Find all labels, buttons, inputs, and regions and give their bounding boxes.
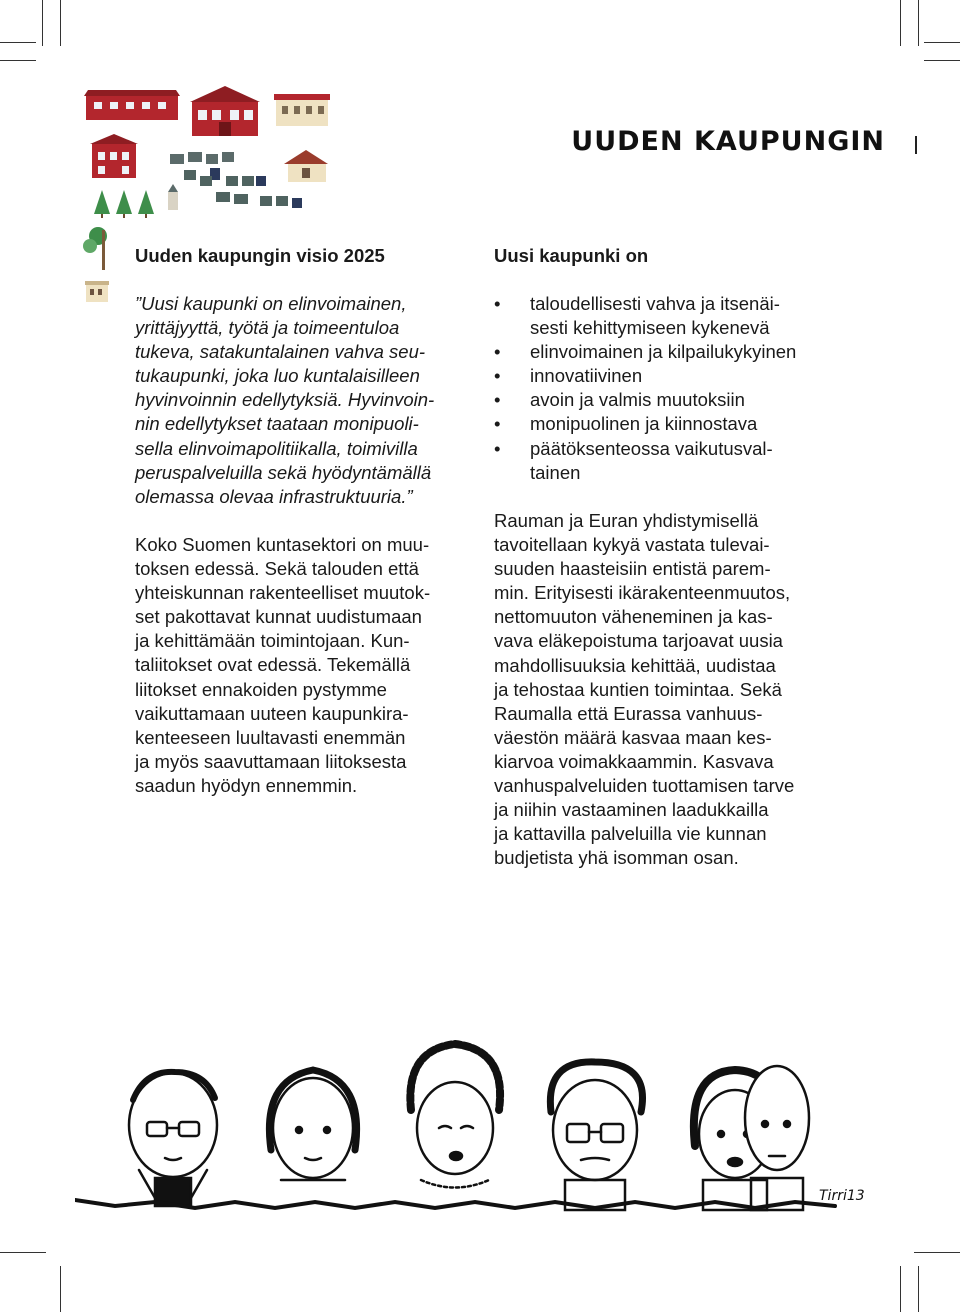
crop-mark-bottom-right-h — [914, 1252, 960, 1253]
quote-line: tukaupunki, joka luo kuntalaisilleen — [135, 365, 420, 387]
body-line: ja niihin vastaaminen laadukkailla — [494, 799, 769, 821]
new-city-heading: Uusi kaupunki on — [494, 245, 649, 266]
body-line: ja kattavilla palveluilla vie kunnan — [494, 823, 767, 845]
list-item-text: elinvoimainen ja kilpailukykyinen — [530, 341, 797, 363]
vision-quote — [135, 292, 434, 509]
body-line: toksen edessä. Sekä talouden että — [135, 558, 419, 580]
new-city-bullet-list — [494, 292, 796, 485]
body-line: saadun hyödyn ennemmin. — [135, 774, 358, 796]
list-item — [494, 412, 796, 436]
quote-line: yrittäjyyttä, työtä ja toimeentuloa — [135, 317, 400, 339]
quote-line: olemassa olevaa infrastruktuuria.” — [135, 485, 413, 507]
crop-mark-top-right-v2 — [918, 0, 919, 46]
body-line: ja myös saavuttamaan liitoksesta — [135, 750, 407, 772]
body-line: mahdollisuuksia kehittää, uudistaa — [494, 654, 776, 676]
crop-mark-bottom-left-h — [0, 1252, 46, 1253]
list-item-text: tainen — [530, 461, 581, 483]
list-item — [494, 388, 796, 412]
crop-mark-bottom-right-v — [900, 1266, 901, 1312]
list-item-text: innovatiivinen — [530, 365, 643, 387]
body-line: suuden haasteisiin entistä parem- — [494, 558, 771, 580]
body-line: yhteiskunnan rakenteelliset muutok- — [135, 582, 431, 604]
body-line: vanhuspalveluiden tuottamisen tarve — [494, 775, 795, 797]
page-title: UUDEN KAUPUNGIN — [571, 126, 885, 157]
body-line: vava eläkepoistuma tarjoavat uusia — [494, 630, 783, 652]
quote-line: tukeva, satakuntalainen vahva seu- — [135, 341, 426, 363]
crop-mark-top-right-h — [924, 42, 960, 43]
bullet-icon: • — [494, 437, 501, 459]
left-body-paragraph — [135, 533, 430, 798]
body-line: taliitokset ovat edessä. Tekemällä — [135, 654, 411, 676]
list-item — [494, 364, 796, 388]
body-line: liitokset ennakoiden pystymme — [135, 678, 387, 700]
list-item — [494, 340, 796, 364]
crop-mark-top-left-v — [42, 0, 43, 46]
body-line: Koko Suomen kuntasektori on muu- — [135, 534, 430, 555]
list-item-text: monipuolinen ja kiinnostava — [530, 413, 758, 435]
people-cartoon-illustration — [75, 1030, 895, 1220]
body-line: tavoitellaan kykyä vastata tulevai- — [494, 534, 770, 556]
crop-mark-top-left-h — [0, 42, 36, 43]
body-line: nettomuuton väheneminen ja kas- — [494, 606, 773, 628]
bullet-icon: • — [494, 341, 501, 363]
body-line: kenteeseen luultavasti enemmän — [135, 726, 406, 748]
body-line: Rauman ja Euran yhdistymisellä — [494, 510, 759, 531]
list-item-text: avoin ja valmis muutoksiin — [530, 389, 745, 411]
crop-mark-top-right-h2 — [924, 60, 960, 61]
body-line: budjetista yhä isomman osan. — [494, 847, 739, 869]
title-divider — [915, 136, 917, 154]
crop-mark-bottom-right-v2 — [918, 1266, 919, 1312]
list-item — [494, 437, 796, 485]
body-line: ja tehostaa kuntien toimintaa. Sekä — [494, 678, 782, 700]
bullet-icon: • — [494, 365, 501, 387]
quote-line: peruspalveluilla sekä hyödyntämällä — [135, 461, 432, 483]
illustration-signature: Tirri13 — [819, 1188, 865, 1204]
bullet-icon: • — [494, 413, 501, 435]
bullet-icon: • — [494, 389, 501, 411]
quote-line: ”Uusi kaupunki on elinvoimainen, — [135, 293, 407, 314]
crop-mark-top-right-v — [900, 0, 901, 46]
quote-line: hyvinvoinnin edellytyksiä. Hyvinvoin- — [135, 389, 435, 411]
list-item-text: sesti kehittymiseen kykenevä — [530, 317, 770, 339]
body-line: Raumalla että Eurassa vanhuus- — [494, 702, 763, 724]
right-body-paragraph — [494, 509, 794, 870]
bullet-icon: • — [494, 293, 501, 314]
body-line: min. Erityisesti ikärakenteenmuutos, — [494, 582, 791, 604]
list-item-text: päätöksenteossa vaikutusval- — [530, 437, 773, 459]
quote-line: nin edellytykset taataan monipuoli- — [135, 413, 419, 435]
list-item — [494, 292, 796, 340]
body-line: väestön määrä kasvaa maan kes- — [494, 726, 772, 748]
crop-mark-bottom-left-v — [60, 1266, 61, 1312]
vision-heading: Uuden kaupungin visio 2025 — [135, 245, 385, 266]
body-line: kiarvoa voimakkaammin. Kasvava — [494, 750, 774, 772]
crop-mark-top-left-v2 — [60, 0, 61, 46]
crop-mark-top-left-h2 — [0, 60, 36, 61]
quote-line: sella elinvoimapolitiikalla, toimivilla — [135, 437, 418, 459]
body-line: vaikuttamaan uuteen kaupunkira- — [135, 702, 409, 724]
body-line: ja kehittämään toimintojaan. Kun- — [135, 630, 410, 652]
list-item-text: taloudellisesti vahva ja itsenäi- — [530, 293, 780, 314]
body-line: set pakottavat kunnat uudistumaan — [135, 606, 422, 628]
town-houses-illustration — [80, 80, 340, 310]
